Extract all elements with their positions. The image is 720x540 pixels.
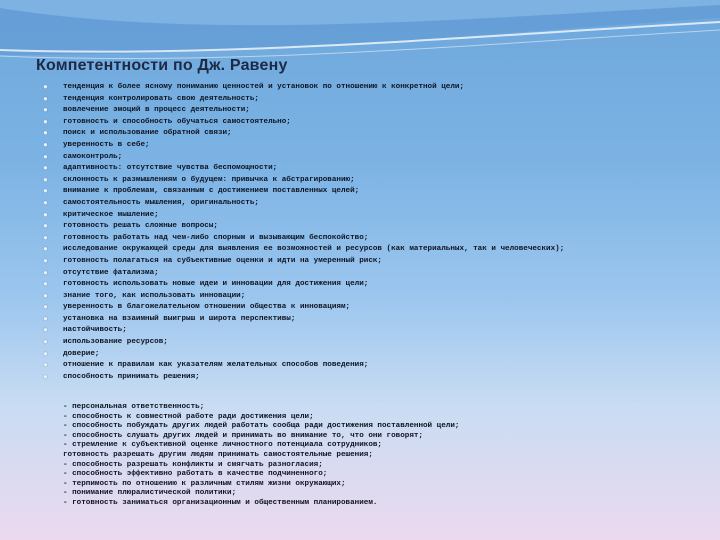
sub-list-item: - способность эффективно работать в качестве подчиненного;: [63, 470, 328, 479]
list-item-text: адаптивность: отсутствие чувства беспомощности;: [63, 164, 278, 173]
sub-list-item: - понимание плюралистической политики;: [63, 489, 237, 498]
circle-bullet-icon: ●: [43, 349, 48, 359]
list-item: [40, 221, 680, 233]
list-item-text: самоконтроль;: [63, 152, 123, 161]
sub-list-item: - способность побуждать других людей работать сообща ради достижения поставленной цели;: [63, 422, 460, 431]
circle-bullet-icon: ●: [43, 187, 48, 197]
list-item: [40, 198, 680, 210]
list-item-text: отношение к правилам как указателям желательных способов поведения;: [63, 361, 369, 370]
list-item-text: установка на взаимный выигрыш и широта перспективы;: [63, 314, 296, 323]
circle-bullet-icon: ●: [43, 256, 48, 266]
list-item-text: готовность и способность обучаться самостоятельно;: [63, 117, 291, 126]
sub-list-item: - стремление к субъективной оценке личностного потенциала сотрудников;: [63, 441, 382, 450]
list-item: [40, 94, 680, 106]
sub-list-item: - способность слушать других людей и принимать во внимание то, что они говорят;: [63, 431, 424, 440]
list-item-text: готовность работать над чем-либо спорным и вызывающим беспокойство;: [63, 233, 369, 242]
circle-bullet-icon: ●: [43, 129, 48, 139]
list-item: [40, 256, 680, 268]
list-item-text: вовлечение эмоций в процесс деятельности;: [63, 106, 250, 115]
list-item: [40, 360, 680, 372]
list-item-text: доверие;: [63, 349, 100, 358]
list-item: [40, 233, 680, 245]
list-item: [40, 105, 680, 117]
list-item-text: тенденция контролировать свою деятельность;: [63, 94, 259, 103]
competency-list: [40, 82, 680, 383]
list-item: [40, 337, 680, 349]
circle-bullet-icon: ●: [43, 222, 48, 232]
sub-list-item: готовность разрешать другим людям принимать самостоятельные решения;: [63, 450, 373, 459]
list-item: [40, 325, 680, 337]
list-item: [40, 163, 680, 175]
circle-bullet-icon: ●: [43, 338, 48, 348]
list-item-text: исследование окружающей среды для выявления ее возможностей и ресурсов (как материальных, так и человеческих);: [63, 245, 565, 254]
list-item-text: способность принимать решения;: [63, 372, 200, 381]
list-item-text: внимание к проблемам, связанным с достижением поставленных целей;: [63, 187, 360, 196]
list-item: [40, 302, 680, 314]
list-item-text: критическое мышление;: [63, 210, 159, 219]
list-item-text: отсутствие фатализма;: [63, 268, 159, 277]
sub-list-item: - способность разрешать конфликты и смягчать разногласия;: [63, 460, 323, 469]
page-title: Компетентности по Дж. Равену: [36, 57, 288, 74]
circle-bullet-icon: ●: [43, 314, 48, 324]
circle-bullet-icon: ●: [43, 303, 48, 313]
sub-list-item: - готовность заниматься организационным и общественным планированием.: [63, 498, 378, 507]
circle-bullet-icon: ●: [43, 326, 48, 336]
circle-bullet-icon: ●: [43, 361, 48, 371]
circle-bullet-icon: ●: [43, 372, 48, 382]
circle-bullet-icon: ●: [43, 164, 48, 174]
list-item-text: уверенность в себе;: [63, 140, 150, 149]
list-item-text: самостоятельность мышления, оригинальность;: [63, 198, 259, 207]
list-item: [40, 244, 680, 256]
circle-bullet-icon: ●: [43, 245, 48, 255]
circle-bullet-icon: ●: [43, 175, 48, 185]
list-item: [40, 279, 680, 291]
list-item-text: готовность использовать новые идеи и инновации для достижения цели;: [63, 280, 369, 289]
circle-bullet-icon: ●: [43, 291, 48, 301]
list-item-text: уверенность в благожелательном отношении общества к инновациям;: [63, 303, 351, 312]
list-item: [40, 372, 680, 384]
circle-bullet-icon: ●: [43, 210, 48, 220]
list-item-text: использование ресурсов;: [63, 338, 168, 347]
circle-bullet-icon: ●: [43, 83, 48, 92]
list-item: [40, 314, 680, 326]
list-item: [40, 82, 680, 94]
list-item: [40, 349, 680, 361]
circle-bullet-icon: ●: [43, 106, 48, 116]
list-item-text: знание того, как использовать инновации;: [63, 291, 246, 300]
list-item-text: поиск и использование обратной связи;: [63, 129, 232, 138]
circle-bullet-icon: ●: [43, 94, 48, 104]
circle-bullet-icon: ●: [43, 117, 48, 127]
decision-subitems-list: [63, 403, 683, 509]
list-item: [40, 152, 680, 164]
list-item: [40, 291, 680, 303]
circle-bullet-icon: ●: [43, 152, 48, 162]
circle-bullet-icon: ●: [43, 198, 48, 208]
sub-list-item: - персональная ответственность;: [63, 403, 205, 411]
list-item-text: настойчивость;: [63, 326, 127, 335]
list-item: [40, 186, 680, 198]
list-item: [40, 128, 680, 140]
list-item: [40, 175, 680, 187]
list-item-text: тенденция к более ясному пониманию ценностей и установок по отношению к конкретной цели;: [63, 83, 465, 91]
list-item-text: склонность к размышлениям о будущем: привычка к абстрагированию;: [63, 175, 355, 184]
circle-bullet-icon: ●: [43, 268, 48, 278]
list-item: [40, 210, 680, 222]
list-item-text: готовность полагаться на субъективные оценки и идти на умеренный риск;: [63, 256, 382, 265]
circle-bullet-icon: ●: [43, 140, 48, 150]
sub-list-item: - терпимость по отношению к различным стилям жизни окружающих;: [63, 479, 346, 488]
circle-bullet-icon: ●: [43, 233, 48, 243]
sub-list-item: - способность к совместной работе ради достижения цели;: [63, 412, 314, 421]
circle-bullet-icon: ●: [43, 280, 48, 290]
list-item-text: готовность решать сложные вопросы;: [63, 222, 218, 231]
list-item: [40, 117, 680, 129]
list-item: [40, 268, 680, 280]
list-item: [40, 140, 680, 152]
